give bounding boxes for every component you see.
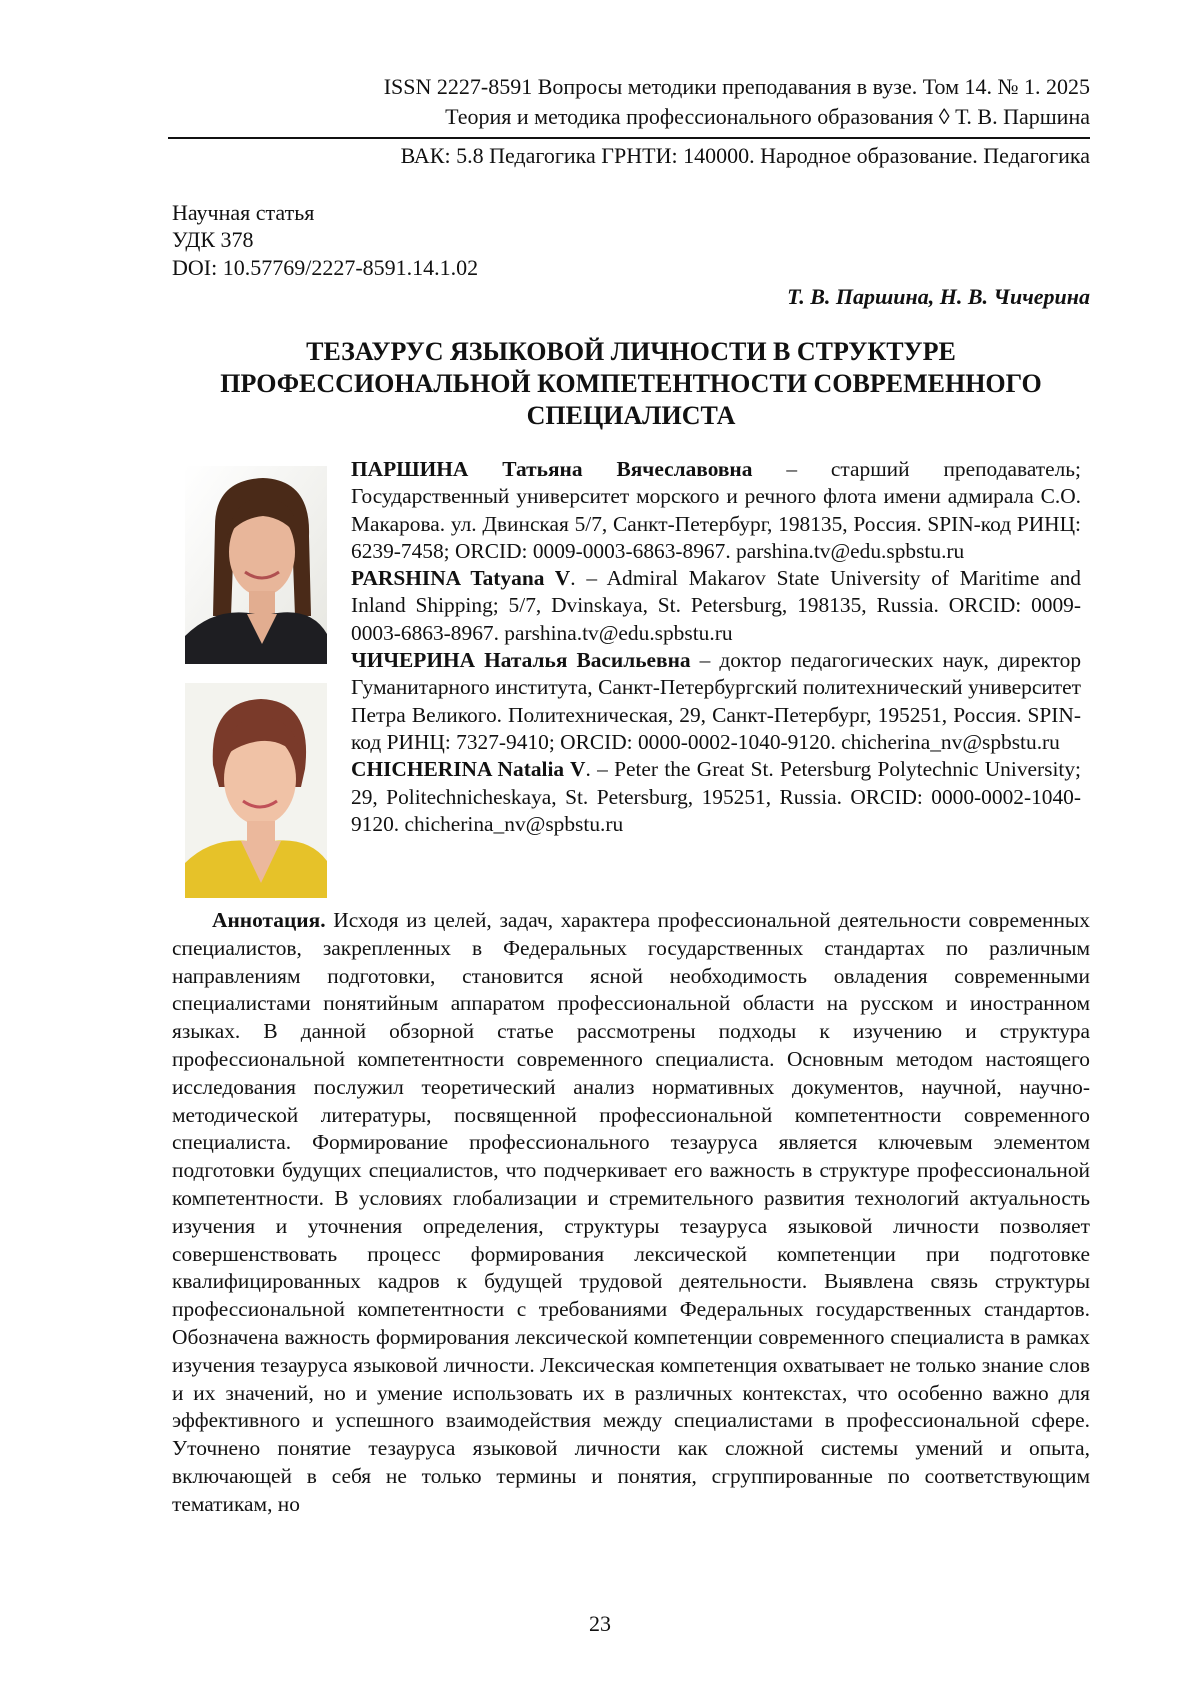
author-details: – старший преподаватель; Государственный университет морского и речного флота имени адмирала С.О. Макарова. ул. Двинская 5/7, Санкт-Петербург, 198135, Россия. SPIN-код РИНЦ: 6239-7458; ORCID: 0009-0003-6863-8967. parshina.tv@edu.spbstu.ru (351, 457, 1081, 563)
journal-header-line: ISSN 2227-8591 Вопросы методики преподавания в вузе. Том 14. № 1. 2025 (383, 74, 1090, 99)
author-details: . – Admiral Makarov State University of Maritime and Inland Shipping; 5/7, Dvinskaya, St. Petersburg, 198135, Russia. ORCID: 0009-0003-6863-8967. parshina.tv@edu.spbstu.ru (351, 566, 1081, 645)
section-header-line: Теория и методика профессионального образования ◊ Т. В. Паршина (445, 104, 1090, 129)
author-bio-en-parshina (351, 565, 1081, 647)
abstract-text: Исходя из целей, задач, характера профессиональной деятельности современных специалистов, закрепленных в Федеральных государственных стандартах по различным направлениям подготовки, становится ясной необходимость овладения современными специалистами понятийным аппаратом профессиональной области на русском и иностранном языках. В данной обзорной статье рассмотрены подходы к изучению и структура профессиональной компетентности современного специалиста. Основным методом настоящего исследования послужил теоретический анализ нормативных документов, научной, научно-методической литературы, посвященной профессиональной компетентности современного специалиста. Формирование профессионального тезауруса является ключевым элементом подготовки будущих специалистов, что подчеркивает его важность в структуре профессиональной компетентности. В условиях глобализации и стремительного развития технологий актуальность изучения и уточнения определения, структуры тезауруса языковой личности позволяет совершенствовать процесс формирования лексической компетенции при подготовке квалифицированных кадров к будущей трудовой деятельности. Выявлена связь структуры профессиональной компетентности с требованиями Федеральных государственных стандартов. Обозначена важность формирования лексической компетенции современного специалиста в рамках изучения тезауруса языковой личности. Лексическая компетенция охватывает не только знание слов и их значений, но и умение использовать их в различных контекстах, что особенно важно для эффективного и успешного взаимодействия между специалистами в профессиональной сфере. Уточнено понятие тезауруса языковой личности как сложной системы умений и опыта, включающей в себя не только термины и понятия, сгруппированные по соответствующим тематикам, но (172, 908, 1090, 1516)
author-bios (351, 456, 1081, 838)
author-bio-en-chicherina (351, 756, 1081, 838)
author-name: CHICHERINA Natalia V (351, 757, 586, 782)
abstract-label: Аннотация. (212, 908, 326, 932)
author-bio-ru-chicherina (351, 647, 1081, 756)
author-bio-ru-parshina (351, 456, 1081, 565)
title-line: СПЕЦИАЛИСТА (526, 401, 736, 430)
header-divider (168, 137, 1090, 139)
article-type: Научная статья (172, 200, 315, 225)
authors-line: Т. В. Паршина, Н. В. Чичерина (787, 284, 1090, 309)
author-photo-parshina (185, 466, 327, 664)
classification-line: ВАК: 5.8 Педагогика ГРНТИ: 140000. Народное образование. Педагогика (400, 143, 1090, 168)
author-name: PARSHINA Tatyana V (351, 566, 571, 591)
udc-code: УДК 378 (172, 227, 254, 252)
page-number: 23 (589, 1611, 611, 1636)
article-title (172, 336, 1090, 432)
author-photo-chicherina (185, 683, 327, 898)
author-name: ЧИЧЕРИНА Наталья Васильевна (351, 648, 691, 673)
author-details: . – Peter the Great St. Petersburg Polytechnic University; 29, Politechnicheskaya, St. Petersburg, 195251, Russia. ORCID: 0000-0002-1040-9120. chicherina_nv@spbstu.ru (351, 757, 1081, 836)
abstract (172, 907, 1090, 1519)
title-line: ПРОФЕССИОНАЛЬНОЙ КОМПЕТЕНТНОСТИ СОВРЕМЕННОГО (220, 369, 1042, 398)
title-line: ТЕЗАУРУС ЯЗЫКОВОЙ ЛИЧНОСТИ В СТРУКТУРЕ (306, 337, 956, 366)
doi-link[interactable]: DOI: 10.57769/2227-8591.14.1.02 (172, 255, 479, 280)
author-name: ПАРШИНА Татьяна Вячеславовна (351, 457, 753, 481)
author-details: – доктор педагогических наук, директор Гуманитарного института, Санкт-Петербургский политехнический университет Петра Великого. Политехническая, 29, Санкт-Петербург, 195251, Россия. SPIN-код РИНЦ: 7327-9410; ORCID: 0000-0002-1040-9120. chicherina_nv@spbstu.ru (351, 648, 1082, 754)
